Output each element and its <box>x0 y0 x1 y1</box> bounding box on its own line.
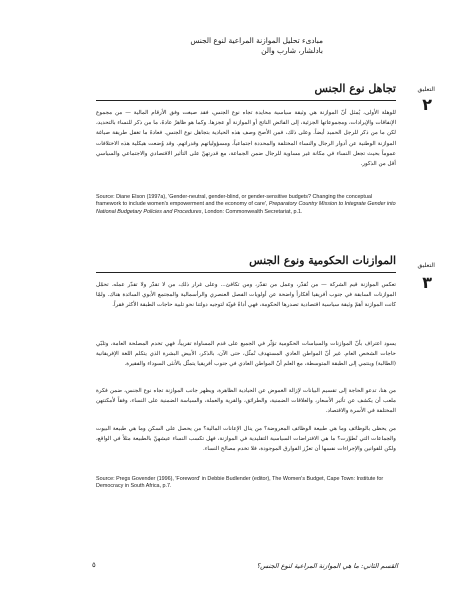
source-title: Preparatory Country Mission to Integrate Gender into National Budgetary Policies and Procedures <box>96 201 396 215</box>
running-header-title: مبادىء تحليل الموازنة المراعية لنوع الجنس <box>190 36 323 45</box>
section-paragraph: من هنا، تدعو الحاجة إلى تقسيم البيانات لإزالة الغموض عن الحيادية الظاهرة، ويظهر جانب الموازنة تجاه نوع الجنس، ضمن فكرة ملعب أن يكشف عن تأثير الأسعار، والعلاقات الضمنية، والطرائق، والقرية والعملة، والسياسة الضمنية على النساء، وفقاً لأمكنتهن المختلفة في الأسرة والاقتصاد. <box>96 388 396 415</box>
source-citation <box>96 194 396 216</box>
page-number: ٥ <box>92 561 96 569</box>
section-divider <box>96 272 396 273</box>
section-divider <box>96 100 396 101</box>
section-title: الموازنات الحكومية ونوع الجنس <box>249 254 396 267</box>
running-footer-title: القسم الثاني: ما هي الموازنة المراعية لنوع الجنس؟ <box>256 562 398 570</box>
section-paragraph: تعكس الموازنة قيم الشركة — من تُقدّر، وعمل من تقدّر، ومن تكافئ... وعلى غرار ذلك، من لا تقدّر ولا تقدّر عمله. تحمّل الموازنات السابقة في جنوب أفريقيا أفكاراً واضحة عن أولويات الفصل العنصري والرأسمالية والمجتمع الأبوي السائدة هناك. ولمّا كانت الموازنة أهمّ وثيقة سياسية اقتصادية تصدرها الحكومة، فهي أداةٌ قويّة لتوجيه دولتنا نحو تلبية حاجات الطبقة الأكثر فقراً. <box>96 282 396 309</box>
margin-label: التعليق <box>417 86 435 93</box>
source-citation <box>96 476 396 491</box>
source-text-end: , London: Commonwealth Secretariat, p.1. <box>201 208 303 215</box>
section-number: ٢ <box>422 95 432 114</box>
section-title: تجاهل نوع الجنس <box>314 82 396 95</box>
source-text: Source: Pregs Govender (1996), 'Foreword' in Debbie Budlender (editor), The Women's Budget, Cape Town: Institute for Democracy in South Africa, p.7. <box>96 476 384 490</box>
running-header-authors: بادلشار، شارب والن <box>261 46 323 55</box>
section-paragraph: من يحظى بالوظائف وما هي طبيعة الوظائف المعروضة؟ من ينال الإعانات المالية؟ من يحصل على السكن وما هي طبيعة البيوت والجماعات التي تُطوّرت؟ ما هي الافتراضات السياسية التقليدية في الموازنة، فهل تكسب النساء عيشهنّ بالطبيعة مثلاً في الواقع، ولكن للقوانين والإجراءات نفسها أن تعزّز الفوارق الموجودة، فلا تخدم مصالح النساء. <box>96 426 396 453</box>
section-number: ٣ <box>422 273 432 292</box>
section-paragraph: للوهلة الأولى، يُمثل أنّ الموازنة هي وثيقة سياسية محايدة تجاه نوع الجنس، فقد صيغت وفق الأرقام المالية — من مجموع الإنفاقات والإيرادات، ومجموعاتها الجزئية، إلى الفائض الناتج أو الموازنة أو عجزها. وكما هو ظاهرٌ عادةً، ما من ذكر للنساء بالتحديد، لكن ما من ذكر للرجل الحميد أيضاً. وعلى ذلك، فمن الأصح وصف هذه الحيادية بتجاهل نوع الجنس. فعادةً ما تغفل طريقة صياغة الموازنة الوطنية عن أدوار الرجال والنساء المختلفة والمحددة اجتماعياً، ومسؤولياتهم وقدراتهم. وقد وُضعت هيكلية هذه الاختلافات عموماً بحيث تجعل النساء في مكانة غير مساوية للرجال ضمن الجماعة، مع قدرتهنّ على التأثير الاقتصادي والاجتماعي والسياسي أقل من الذكور. <box>96 110 396 168</box>
margin-label: التعليق <box>417 262 435 269</box>
source-text: Source: Diane Elson (1997a), 'Gender-neutral, gender-blind, or gender-sensitive budgets? Changing the conceptual framework to include women's empowerment and the economy of care', <box>96 194 373 208</box>
section-paragraph: يسود اعتراف بأنّ الموازنات والسياسات الحكومية تؤثّر في الجميع على قدم المساواة تقريباً، فهي تخدم المصلحة العامة، وتلبّي حاجات الشخص العام. غير أنّ المواطن العادي المستهدف تُمثّل، حتى الآن، بالذكر، الأبيض البشرة الذي يتكلم اللغة الإفريقانية (الطالبة) وينتمي إلى الطبقة المتوسطة، مع العلم أنّ المواطن العادي في جنوب أفريقيا يتمثّل بالأنثى السوداء والفقيرة. <box>96 341 396 368</box>
